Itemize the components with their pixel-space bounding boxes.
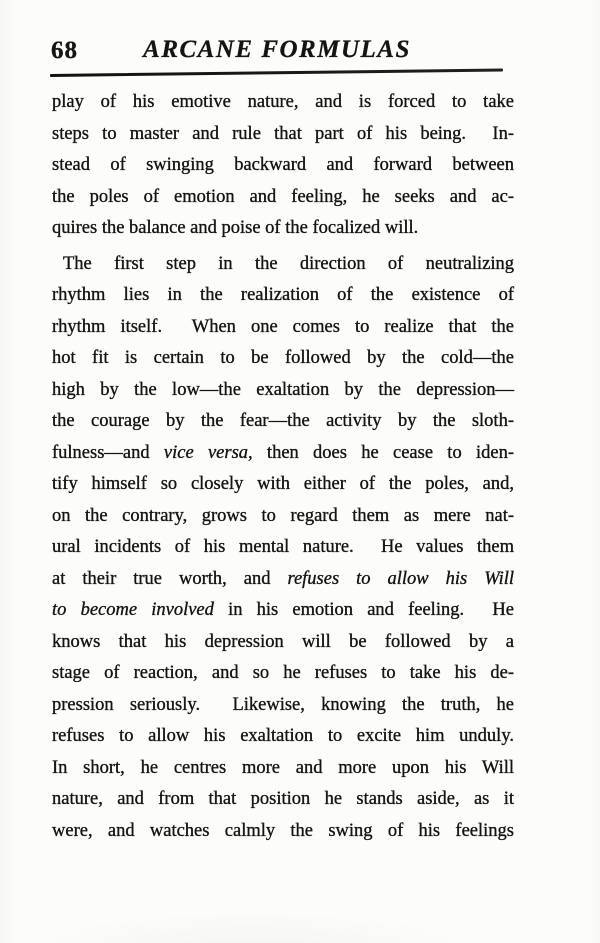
- text-line: [52, 438, 514, 470]
- text-line: refuses to allow his exaltation to excite him unduly.: [52, 726, 514, 746]
- text-segment: at their true worth, and: [52, 568, 288, 589]
- text-line: pression seriously. Likewise, knowing the truth, he: [52, 694, 514, 715]
- text-line: tify himself so closely with either of the poles, and,: [52, 474, 514, 494]
- text-line: nature, and from that position he stands aside, as it: [52, 789, 514, 809]
- text-line: high by the low—the exaltation by the depression—: [52, 379, 514, 400]
- text-line: rhythm lies in the realization of the existence of: [52, 285, 514, 305]
- text-line: knows that his depression will be followed by a: [52, 631, 514, 652]
- italic-text: to become involved: [52, 600, 214, 620]
- text-line: play of his emotive nature, and is forced to take: [52, 92, 514, 112]
- page-number: 68: [51, 37, 78, 64]
- text-line: The first step in the direction of neutralizing: [63, 253, 514, 274]
- text-line: steps to master and rule that part of his being. In-: [52, 123, 514, 144]
- text-line: hot fit is certain to be followed by the cold—the: [52, 348, 514, 368]
- italic-text: vice versa,: [163, 442, 253, 463]
- text-segment: in his emotion and feeling. He: [213, 600, 515, 620]
- page-body: [52, 87, 514, 847]
- text-line: [52, 564, 514, 596]
- text-line: the courage by the fear—the activity by the sloth-: [52, 411, 514, 431]
- header-rule: [50, 68, 503, 76]
- text-line: on the contrary, grows to regard them as mere nat-: [52, 505, 514, 526]
- italic-text: refuses to allow his Will: [287, 568, 515, 589]
- text-line: [52, 595, 514, 627]
- text-line: quires the balance and poise of the focalized will.: [52, 218, 419, 238]
- text-line: stage of reaction, and so he refuses to take his de-: [52, 663, 514, 683]
- text-line: the poles of emotion and feeling, he seeks and ac-: [52, 186, 514, 207]
- text-line: rhythm itself. When one comes to realize that the: [52, 316, 514, 337]
- text-segment: then does he cease to iden-: [252, 442, 514, 463]
- text-line: ural incidents of his mental nature. He values them: [52, 537, 514, 557]
- text-line: stead of swinging backward and forward between: [52, 155, 514, 175]
- text-line: In short, he centres more and more upon his Will: [52, 757, 514, 778]
- running-title: ARCANE FORMULAS: [143, 36, 411, 63]
- text-line: were, and watches calmly the swing of his feelings: [52, 820, 514, 841]
- text-segment: fulness—and: [52, 442, 164, 463]
